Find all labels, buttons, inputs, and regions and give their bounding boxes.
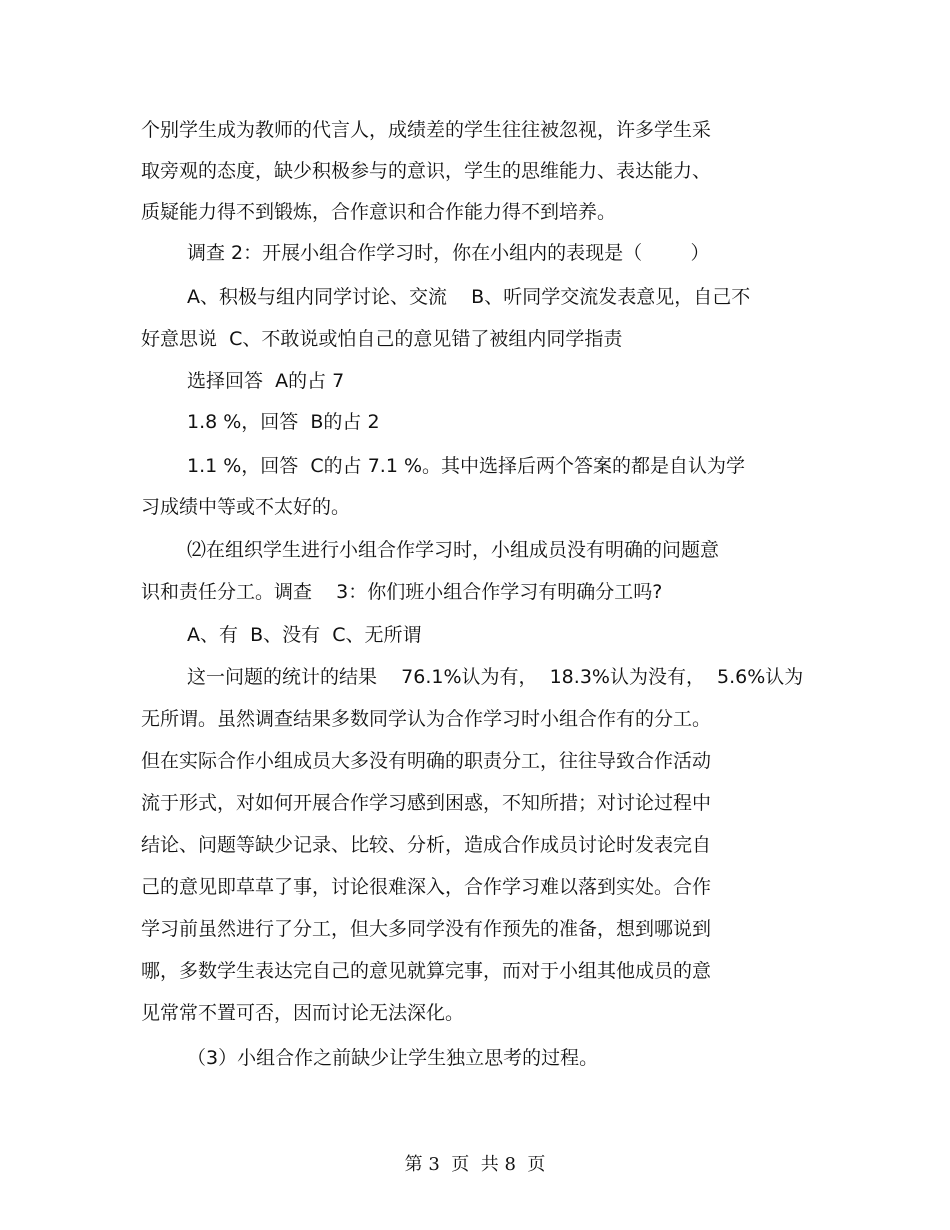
paragraph-line: 学习前虽然进行了分工，但大多同学没有作预先的准备，想到哪说到: [141, 918, 712, 940]
survey-options-line: 好意思说 C、不敢说或怕自己的意见错了被组内同学指责: [141, 328, 623, 350]
paragraph-line: 取旁观的态度，缺少积极参与的意识，学生的思维能力、表达能力、: [141, 160, 712, 182]
survey-options-line: A、有 B、没有 C、无所谓: [187, 624, 422, 646]
paragraph-line: 流于形式，对如何开展合作学习感到困惑，不知所措；对讨论过程中: [141, 792, 712, 814]
paragraph-line: 见常常不置可否，因而讨论无法深化。: [141, 1002, 465, 1024]
paragraph-line: 结论、问题等缺少记录、比较、分析，造成合作成员讨论时发表完自: [141, 834, 712, 856]
paragraph-line: 无所谓。虽然调查结果多数同学认为合作学习时小组合作有的分工。: [141, 708, 712, 730]
paragraph-line: 但在实际合作小组成员大多没有明确的职责分工，往往导致合作活动: [141, 750, 712, 772]
survey-question-line: 调查 2：开展小组合作学习时，你在小组内的表现是（ ）: [187, 242, 710, 264]
page-footer: 第 3 页 共 8 页: [404, 1154, 546, 1175]
paragraph-line: 哪，多数学生表达完自己的意见就算完事，而对于小组其他成员的意: [141, 960, 712, 982]
section-heading-line: ⑵在组织学生进行小组合作学习时，小组成员没有明确的问题意: [187, 539, 720, 561]
paragraph-line: 质疑能力得不到锻炼，合作意识和合作能力得不到培养。: [141, 201, 617, 223]
paragraph-line: 个别学生成为教师的代言人，成绩差的学生往往被忽视，许多学生采: [141, 119, 712, 141]
result-line: 这一问题的统计的结果 76.1%认为有， 18.3%认为没有， 5.6%认为: [187, 666, 804, 688]
result-line: 1.8 %，回答 B的占 2: [187, 411, 380, 433]
section-heading-line: （3）小组合作之前缺少让学生独立思考的过程。: [187, 1047, 599, 1069]
survey-question-line: 识和责任分工。调查 3：你们班小组合作学习有明确分工吗?: [141, 581, 663, 603]
result-line: 选择回答 A的占 7: [187, 370, 345, 392]
paragraph-line: 己的意见即草草了事，讨论很难深入，合作学习难以落到实处。合作: [141, 876, 712, 898]
paragraph-line: 习成绩中等或不太好的。: [141, 496, 351, 518]
survey-options-line: A、积极与组内同学讨论、交流 B、听同学交流发表意见，自己不: [187, 286, 751, 308]
result-line: 1.1 %，回答 C的占 7.1 %。其中选择后两个答案的都是自认为学: [187, 455, 746, 477]
